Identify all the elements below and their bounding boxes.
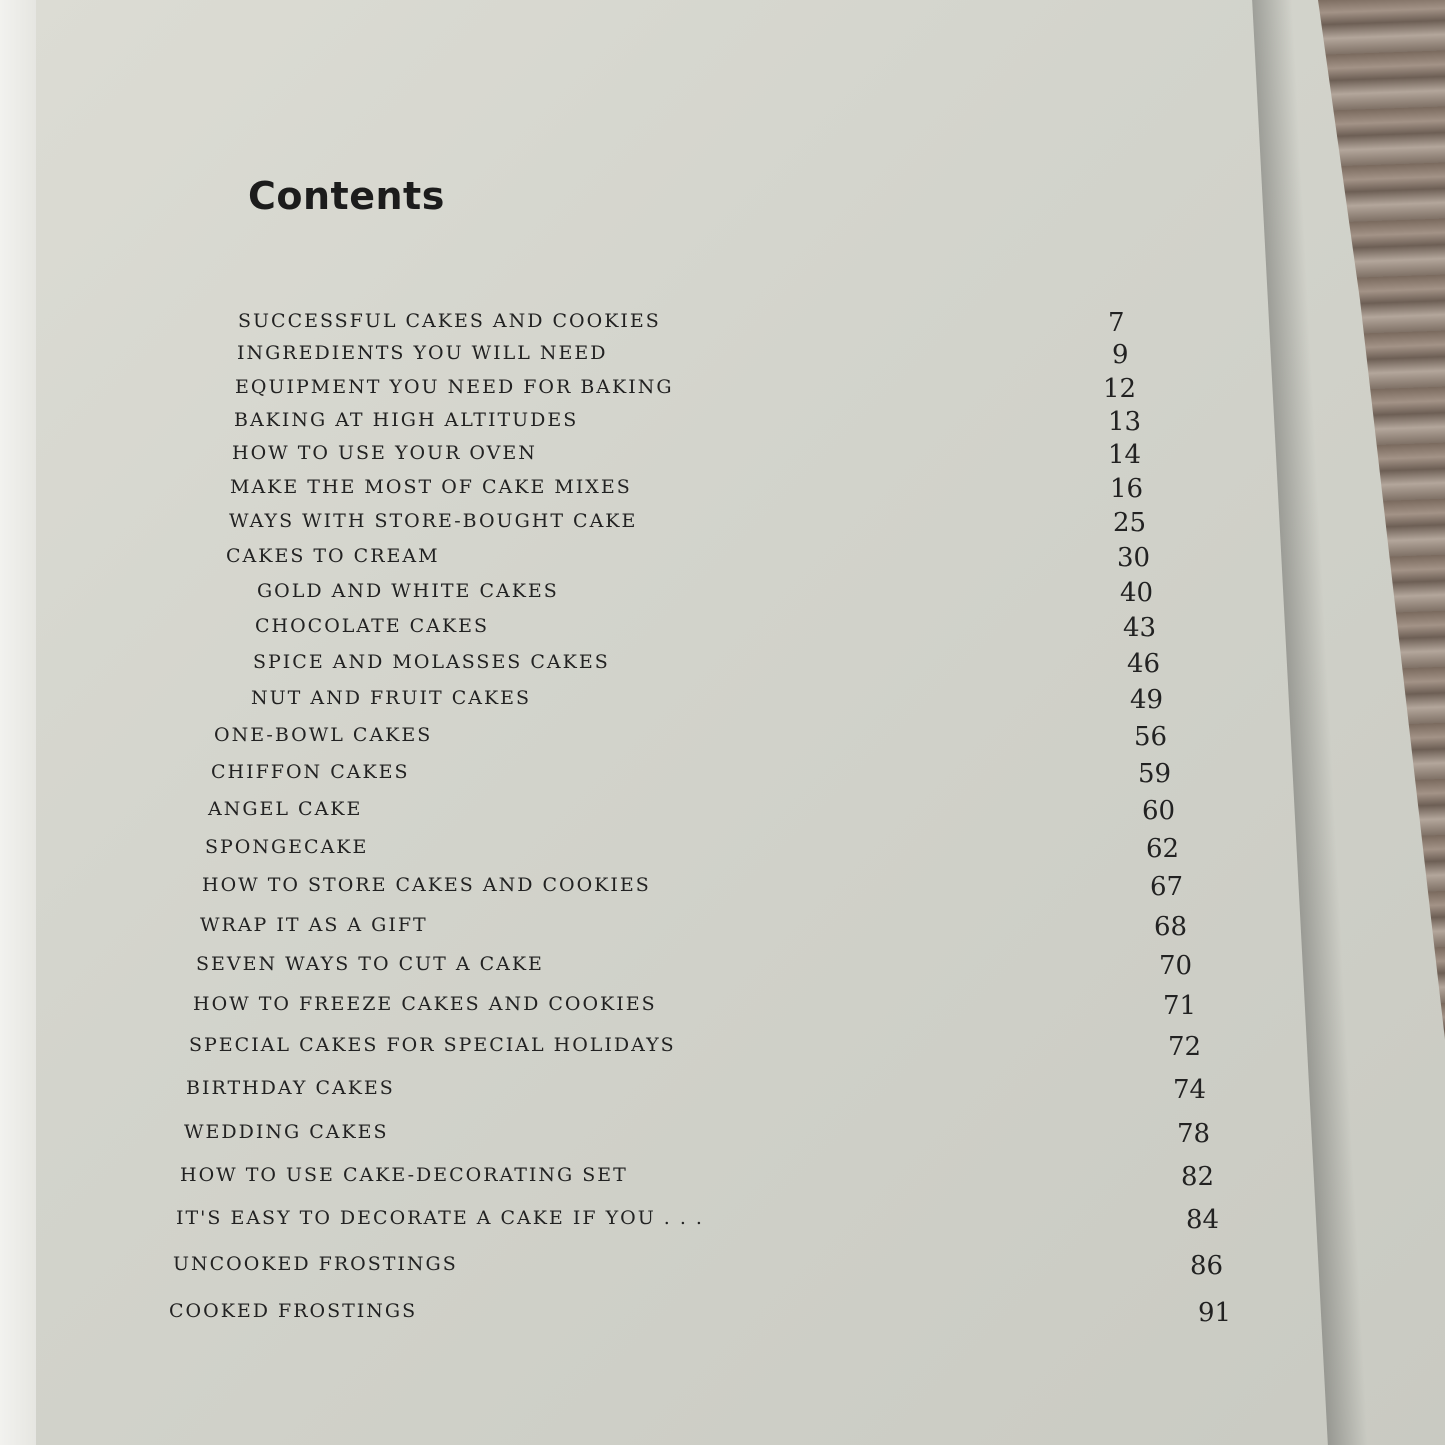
page-margin — [0, 0, 36, 1445]
toc-entry-label: CAKES TO CREAM — [226, 545, 440, 567]
toc-entry-label: CHIFFON CAKES — [211, 761, 410, 783]
toc-entry-page-number: 14 — [1108, 440, 1142, 470]
toc-entry-page-number: 74 — [1173, 1075, 1207, 1105]
toc-entry — [226, 545, 1157, 575]
toc-entry — [230, 476, 1150, 506]
toc-entry — [196, 953, 1199, 983]
toc-entry-label: WAYS WITH STORE-BOUGHT CAKE — [229, 510, 638, 532]
toc-entry-label: BIRTHDAY CAKES — [186, 1077, 395, 1099]
toc-entry-page-number: 71 — [1163, 991, 1197, 1021]
toc-entry-label: SPECIAL CAKES FOR SPECIAL HOLIDAYS — [189, 1034, 676, 1056]
toc-entry-page-number: 16 — [1110, 474, 1144, 504]
toc-entry-page-number: 68 — [1154, 912, 1188, 942]
toc-entry-label: HOW TO FREEZE CAKES AND COOKIES — [193, 993, 657, 1015]
toc-entry-page-number: 49 — [1130, 685, 1164, 715]
toc-entry-label: ONE-BOWL CAKES — [214, 724, 433, 746]
toc-entry — [184, 1121, 1217, 1151]
toc-entry-page-number: 40 — [1120, 578, 1154, 608]
toc-entry-label: INGREDIENTS YOU WILL NEED — [237, 342, 608, 364]
toc-entry-page-number: 9 — [1112, 340, 1129, 370]
toc-entry-label: MAKE THE MOST OF CAKE MIXES — [230, 476, 632, 498]
toc-entry-page-number: 67 — [1150, 872, 1184, 902]
toc-entry-label: WRAP IT AS A GIFT — [200, 914, 428, 936]
toc-entry-label: SPICE AND MOLASSES CAKES — [253, 651, 610, 673]
toc-entry — [229, 510, 1153, 540]
toc-entry-label: IT'S EASY TO DECORATE A CAKE IF YOU . . . — [176, 1207, 704, 1229]
toc-entry-page-number: 7 — [1108, 308, 1125, 338]
toc-entry-label: HOW TO USE CAKE-DECORATING SET — [180, 1164, 628, 1186]
toc-entry-label: CHOCOLATE CAKES — [255, 615, 490, 637]
toc-entry-label: EQUIPMENT YOU NEED FOR BAKING — [235, 376, 674, 398]
toc-entry — [237, 342, 1152, 372]
toc-entry-page-number: 13 — [1108, 407, 1142, 437]
toc-entry — [193, 993, 1203, 1023]
toc-entry-label: HOW TO STORE CAKES AND COOKIES — [202, 874, 651, 896]
toc-entry-page-number: 82 — [1181, 1162, 1215, 1192]
toc-entry-page-number: 86 — [1190, 1251, 1224, 1281]
toc-entry — [253, 651, 1167, 681]
toc-entry — [189, 1034, 1208, 1064]
toc-entry-page-number: 30 — [1117, 543, 1151, 573]
toc-entry-page-number: 72 — [1168, 1032, 1202, 1062]
toc-entry-page-number: 78 — [1177, 1119, 1211, 1149]
toc-entry-label: HOW TO USE YOUR OVEN — [232, 442, 537, 464]
contents-title: Contents — [248, 174, 445, 218]
toc-entry — [186, 1077, 1213, 1107]
toc-entry — [255, 615, 1163, 645]
toc-entry-label: SEVEN WAYS TO CUT A CAKE — [196, 953, 544, 975]
toc-entry — [205, 836, 1186, 866]
toc-entry — [169, 1300, 1238, 1330]
toc-entry-page-number: 46 — [1127, 649, 1161, 679]
toc-entry-label: NUT AND FRUIT CAKES — [251, 687, 532, 709]
toc-entry-page-number: 43 — [1123, 613, 1157, 643]
toc-entry — [180, 1164, 1221, 1194]
toc-entry — [234, 409, 1148, 439]
toc-entry-label: WEDDING CAKES — [184, 1121, 389, 1143]
toc-entry — [176, 1207, 1226, 1237]
toc-entry-label: GOLD AND WHITE CAKES — [257, 580, 559, 602]
toc-entry-label: BAKING AT HIGH ALTITUDES — [234, 409, 579, 431]
toc-entry — [235, 376, 1143, 406]
toc-entry — [200, 914, 1194, 944]
toc-entry-page-number: 84 — [1186, 1205, 1220, 1235]
toc-entry-label: ANGEL CAKE — [208, 798, 363, 820]
toc-entry — [238, 310, 1148, 340]
toc-entry-page-number: 56 — [1134, 722, 1168, 752]
toc-entry-page-number: 62 — [1146, 834, 1180, 864]
toc-entry-page-number: 25 — [1113, 508, 1147, 538]
toc-entry — [202, 874, 1190, 904]
toc-entry — [173, 1253, 1230, 1283]
toc-entry — [232, 442, 1148, 472]
toc-entry-page-number: 12 — [1103, 374, 1137, 404]
toc-entry-label: SPONGECAKE — [205, 836, 369, 858]
toc-entry — [208, 798, 1182, 828]
toc-entry — [214, 724, 1174, 754]
toc-entry-label: SUCCESSFUL CAKES AND COOKIES — [238, 310, 661, 332]
toc-entry — [251, 687, 1170, 717]
toc-entry — [211, 761, 1178, 791]
toc-entry-page-number: 59 — [1138, 759, 1172, 789]
toc-entry-page-number: 70 — [1159, 951, 1193, 981]
toc-entry-label: COOKED FROSTINGS — [169, 1300, 418, 1322]
toc-entry — [257, 580, 1160, 610]
toc-entry-label: UNCOOKED FROSTINGS — [173, 1253, 458, 1275]
toc-entry-page-number: 91 — [1198, 1298, 1232, 1328]
toc-entry-page-number: 60 — [1142, 796, 1176, 826]
